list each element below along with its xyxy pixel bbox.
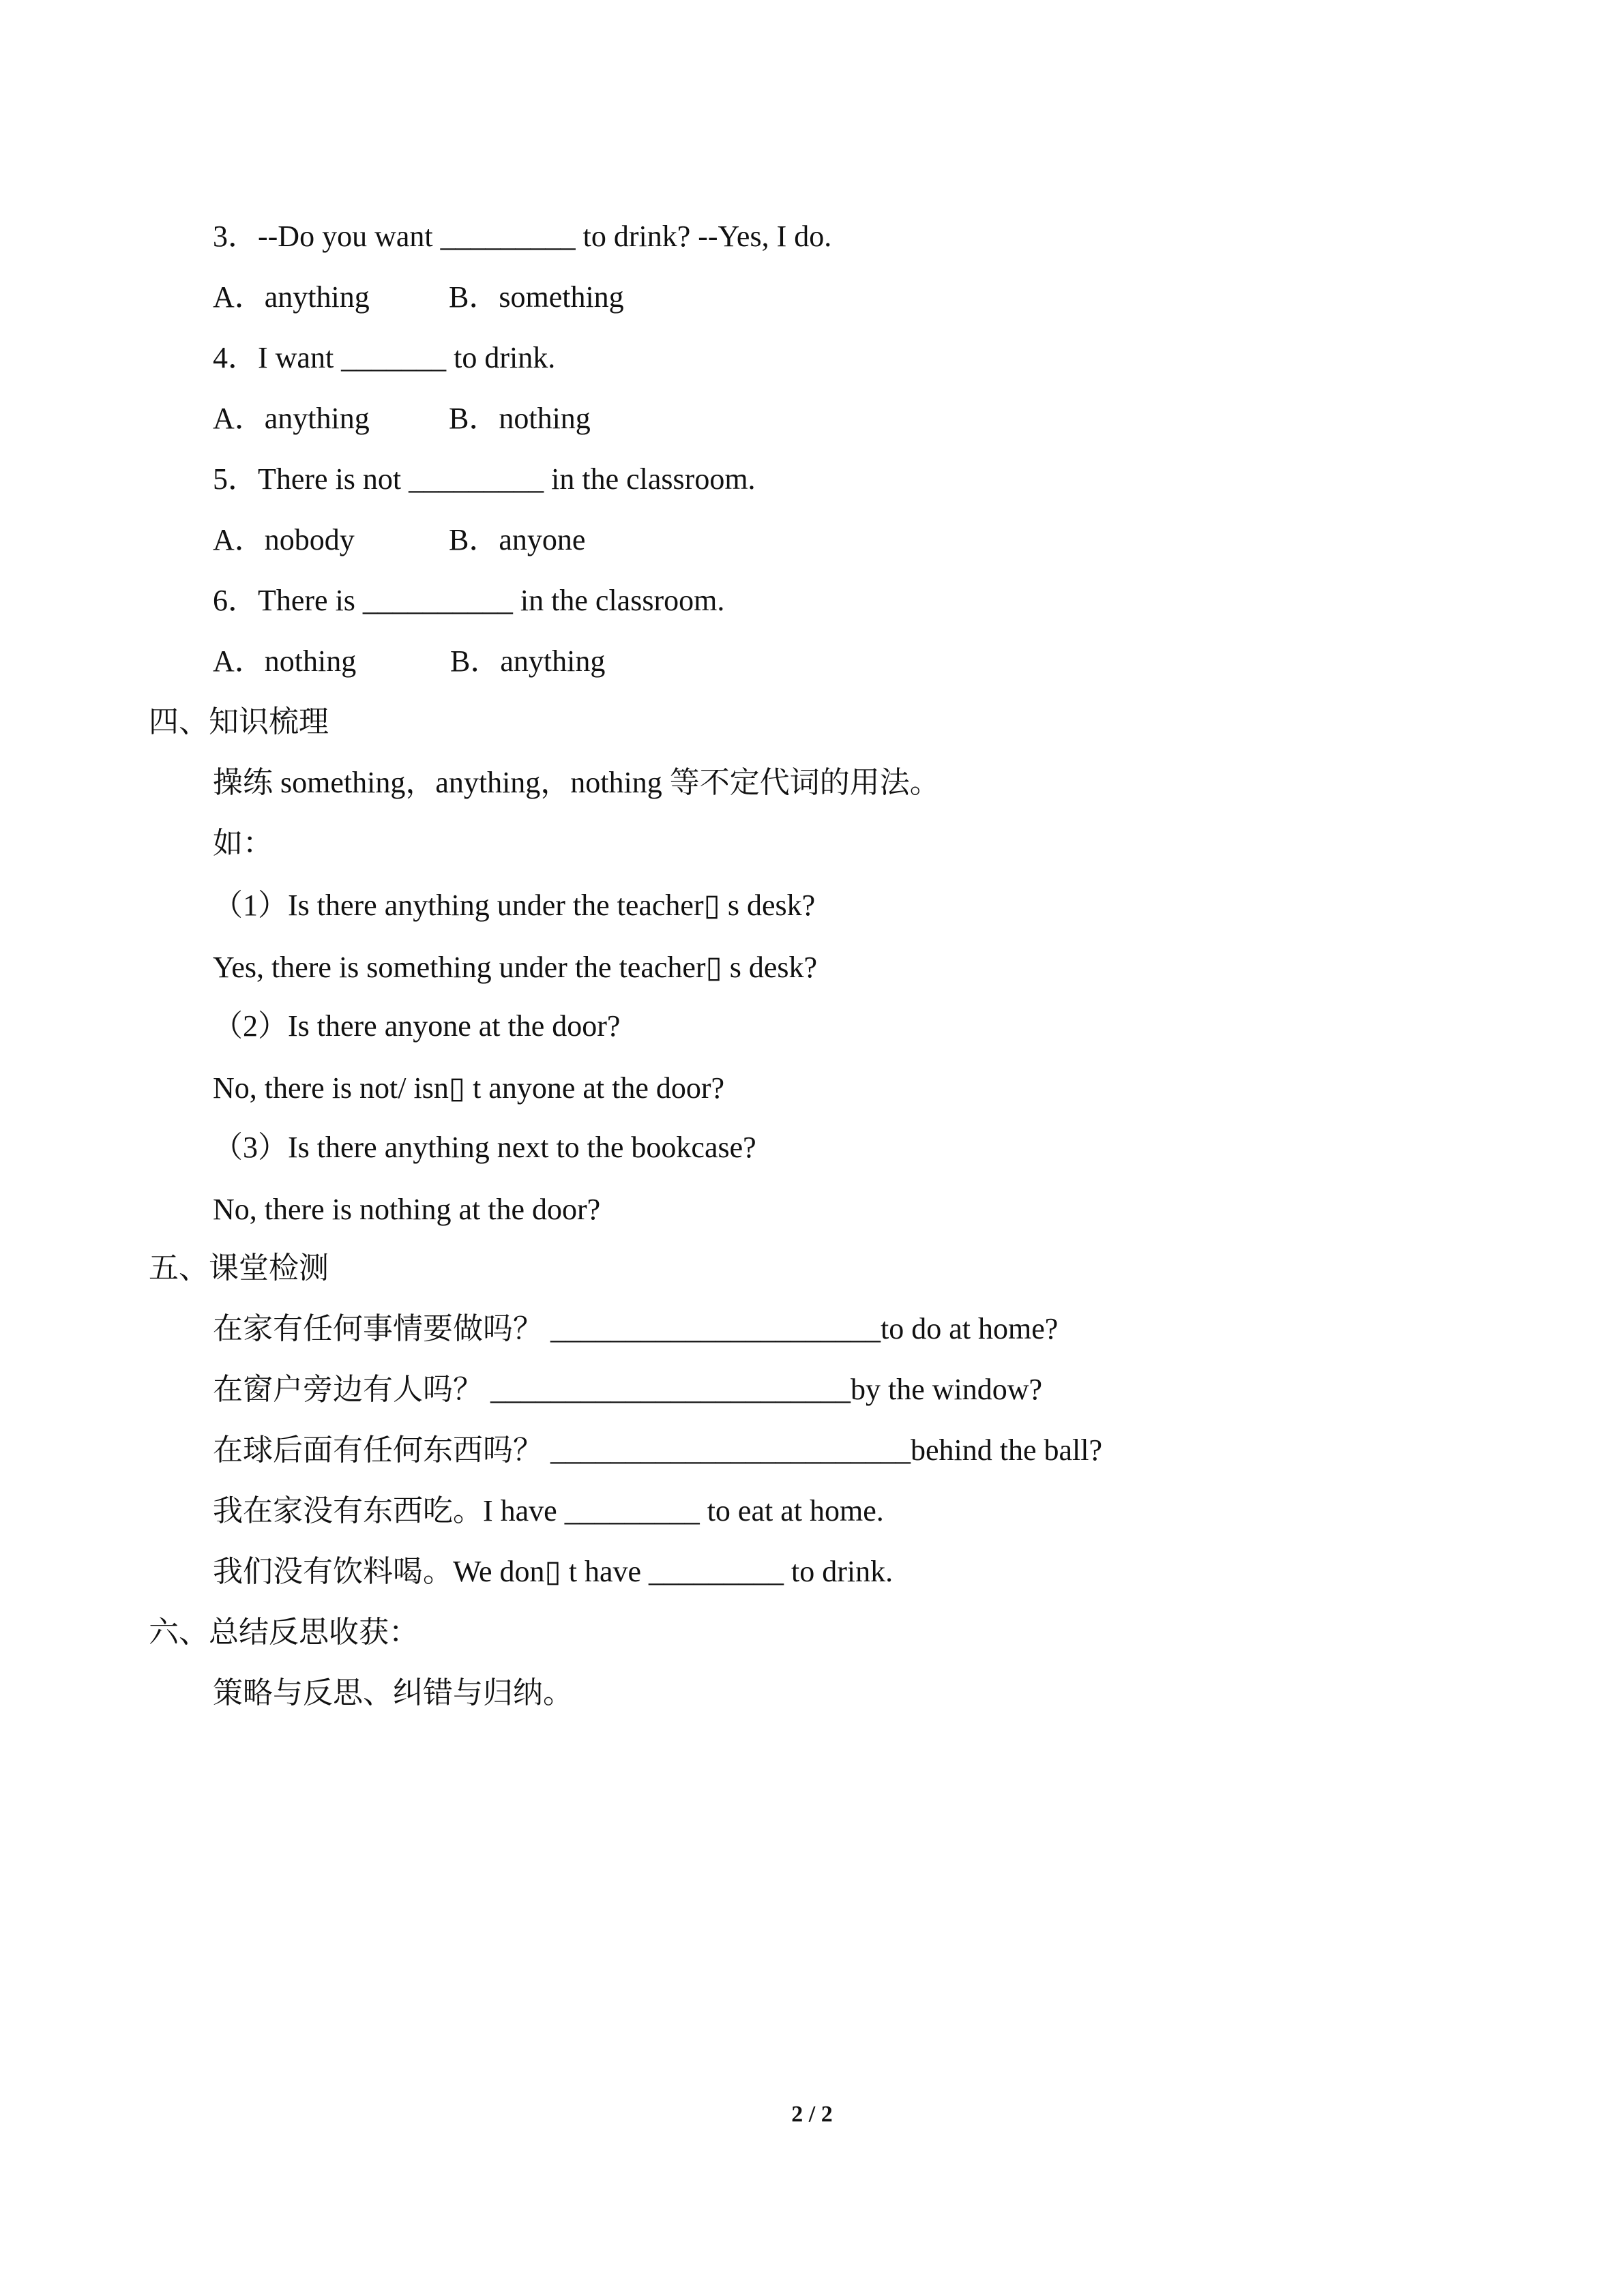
section-6-heading: 六、总结反思收获： xyxy=(149,1615,419,1649)
question-4-option-b: B．nothing xyxy=(449,402,591,435)
section-5-heading: 五、课堂检测 xyxy=(149,1251,329,1285)
exercise-line: 我们没有饮料喝。We don▯ t have _________ to drink. xyxy=(213,1555,894,1588)
question-6-option-a: A．nothing xyxy=(213,644,357,678)
section-4-example-label: 如： xyxy=(213,826,273,860)
example-line: （2）Is there anyone at the door? xyxy=(213,1009,621,1043)
exercise-line: 在窗户旁边有人吗？ ________________________by the window? xyxy=(213,1373,1043,1406)
example-line: No, there is not/ isn▯ t anyone at the door? xyxy=(213,1071,725,1105)
example-line: （1）Is there anything under the teacher▯ s desk? xyxy=(213,889,816,922)
question-5-option-a: A．nobody xyxy=(213,523,355,556)
exercise-line: 在家有任何事情要做吗？ ______________________to do at home? xyxy=(213,1312,1059,1345)
exercise-line: 我在家没有东西吃。I have _________ to eat at home. xyxy=(213,1494,884,1527)
section-4-intro: 操练 something，anything，nothing 等不定代词的用法。 xyxy=(213,766,940,799)
question-5-option-b: B．anyone xyxy=(449,523,586,556)
question-6-stem: 6．There is __________ in the classroom. xyxy=(213,584,725,617)
question-6-option-b: B．anything xyxy=(450,644,606,678)
question-3-option-b: B．something xyxy=(449,280,624,314)
question-3-stem: 3．--Do you want _________ to drink? --Yes, I do. xyxy=(213,220,832,253)
question-4-stem: 4．I want _______ to drink. xyxy=(213,341,556,374)
exercise-line: 在球后面有任何东西吗？ ________________________behind the ball? xyxy=(213,1433,1103,1467)
example-line: Yes, there is something under the teacher▯ s desk? xyxy=(213,951,818,984)
question-3-option-a: A．anything xyxy=(213,280,370,314)
page-number: 2 / 2 xyxy=(791,2102,833,2127)
section-4-heading: 四、知识梳理 xyxy=(149,705,329,739)
question-4-option-a: A．anything xyxy=(213,402,370,435)
section-6-text: 策略与反思、纠错与归纳。 xyxy=(213,1676,573,1710)
example-line: （3）Is there anything next to the bookcase? xyxy=(213,1131,756,1164)
question-5-stem: 5．There is not _________ in the classroom. xyxy=(213,462,756,496)
example-line: No, there is nothing at the door? xyxy=(213,1193,601,1226)
